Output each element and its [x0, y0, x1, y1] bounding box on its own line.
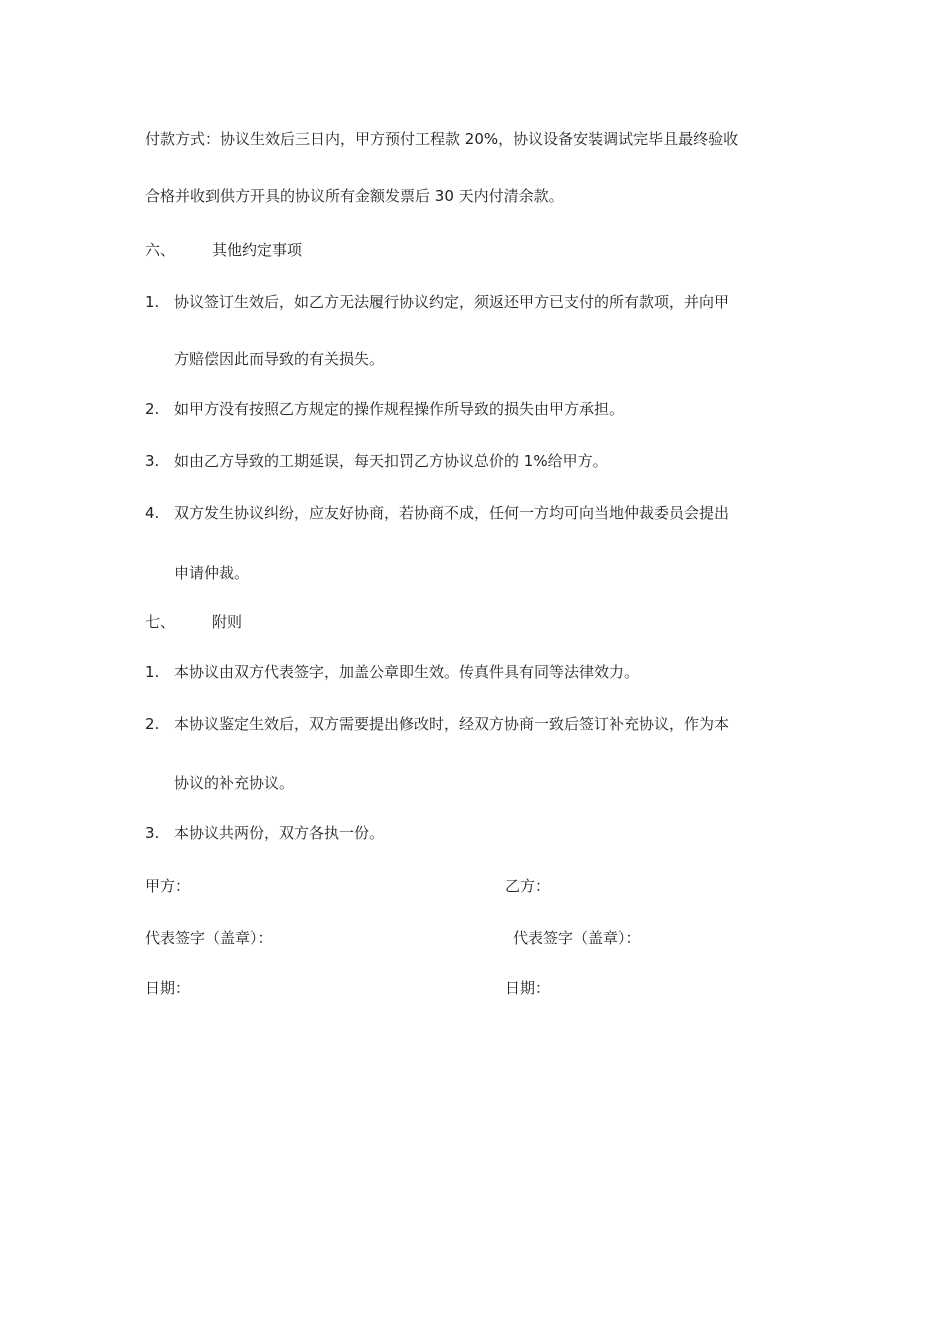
section-7-item-2-line-2: 协议的补充协议。: [174, 774, 295, 792]
section-7-item-1-line-1: 本协议由双方代表签字，加盖公章即生效。传真件具有同等法律效力。: [174, 663, 640, 681]
section-6-item-1-number: 1.: [145, 293, 160, 311]
party-b-signature-label: 代表签字（盖章）：: [513, 929, 641, 947]
party-b-label: 乙方：: [505, 877, 551, 895]
party-a-date-label: 日期：: [145, 979, 191, 997]
section-7-item-2-line-1: 本协议鉴定生效后，双方需要提出修改时，经双方协商一致后签订补充协议，作为本: [174, 715, 730, 733]
section-6-item-4-line-2: 申请仲裁。: [174, 564, 250, 582]
section-6-item-1-line-2: 方赔偿因此而导致的有关损失。: [174, 350, 385, 368]
section-6-item-4-number: 4.: [145, 504, 160, 522]
section-7-item-2-number: 2.: [145, 715, 160, 733]
party-a-signature-label: 代表签字（盖章）：: [145, 929, 273, 947]
section-6-item-2-number: 2.: [145, 400, 160, 418]
section-6-title: 其他约定事项: [212, 241, 303, 259]
section-7-item-3-number: 3.: [145, 824, 160, 842]
section-6-number: 六、: [145, 241, 176, 259]
section-7-title: 附则: [212, 613, 243, 631]
section-6-item-2-line-1: 如甲方没有按照乙方规定的操作规程操作所导致的损失由甲方承担。: [174, 400, 625, 418]
party-a-label: 甲方：: [145, 877, 191, 895]
payment-line-2: 合格并收到供方开具的协议所有金额发票后 30 天内付清余款。: [145, 187, 564, 205]
section-6-item-3-line-1: 如由乙方导致的工期延误，每天扣罚乙方协议总价的 1%给甲方。: [174, 452, 608, 470]
section-6-item-4-line-1: 双方发生协议纠纷，应友好协商，若协商不成，任何一方均可向当地仲裁委员会提出: [174, 504, 730, 522]
payment-line-1: 付款方式：协议生效后三日内，甲方预付工程款 20%，协议设备安装调试完毕且最终验收: [145, 130, 739, 148]
party-b-date-label: 日期：: [505, 979, 551, 997]
section-7-number: 七、: [145, 613, 176, 631]
section-6-item-3-number: 3.: [145, 452, 160, 470]
section-7-item-1-number: 1.: [145, 663, 160, 681]
section-6-item-1-line-1: 协议签订生效后，如乙方无法履行协议约定，须返还甲方已支付的所有款项，并向甲: [174, 293, 730, 311]
section-7-item-3-line-1: 本协议共两份，双方各执一份。: [174, 824, 385, 842]
